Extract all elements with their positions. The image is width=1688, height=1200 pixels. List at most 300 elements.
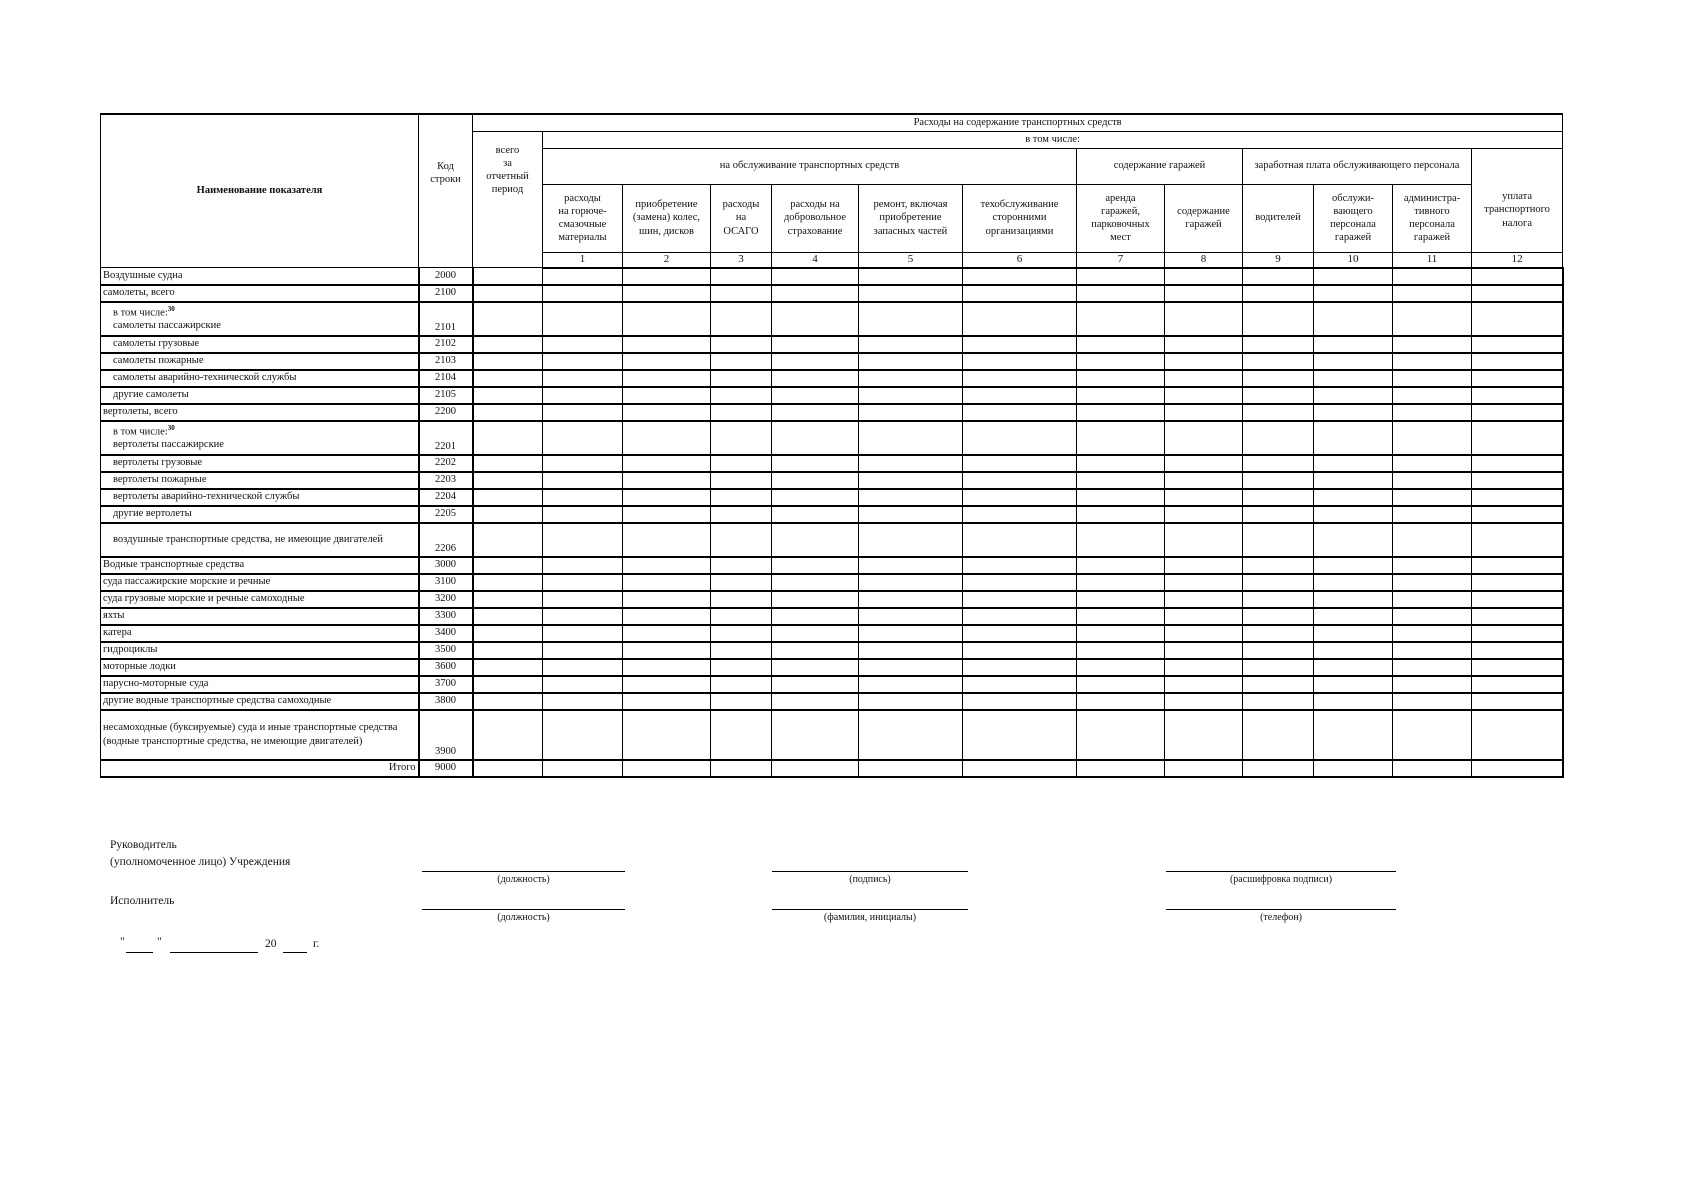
data-cell-col-10[interactable] (1077, 336, 1165, 353)
data-cell-col-4[interactable] (543, 472, 623, 489)
data-cell-col-13[interactable] (1314, 404, 1393, 421)
data-cell-col-8[interactable] (859, 710, 963, 760)
data-cell-col-7[interactable] (772, 557, 859, 574)
data-cell-col-13[interactable] (1314, 591, 1393, 608)
data-cell-col-12[interactable] (1243, 370, 1314, 387)
data-cell-col-5[interactable] (623, 557, 711, 574)
data-cell-col-4[interactable] (543, 693, 623, 710)
date-year-line[interactable] (283, 952, 307, 953)
data-cell-col-4[interactable] (543, 285, 623, 302)
data-cell-col-3[interactable] (473, 268, 543, 285)
data-cell-col-5[interactable] (623, 506, 711, 523)
data-cell-col-11[interactable] (1165, 302, 1243, 336)
data-cell-col-3[interactable] (473, 557, 543, 574)
data-cell-col-12[interactable] (1243, 302, 1314, 336)
executor-phone-line[interactable] (1166, 909, 1396, 910)
data-cell-col-6[interactable] (711, 302, 772, 336)
data-cell-col-7[interactable] (772, 642, 859, 659)
data-cell-col-13[interactable] (1314, 642, 1393, 659)
data-cell-col-7[interactable] (772, 710, 859, 760)
data-cell-col-9[interactable] (963, 693, 1077, 710)
data-cell-col-13[interactable] (1314, 370, 1393, 387)
data-cell-col-4[interactable] (543, 523, 623, 557)
data-cell-col-7[interactable] (772, 625, 859, 642)
data-cell-col-6[interactable] (711, 285, 772, 302)
data-cell-col-10[interactable] (1077, 489, 1165, 506)
data-cell-col-4[interactable] (543, 574, 623, 591)
data-cell-col-8[interactable] (859, 268, 963, 285)
data-cell-col-7[interactable] (772, 523, 859, 557)
data-cell-col-13[interactable] (1314, 557, 1393, 574)
data-cell-col-3[interactable] (473, 421, 543, 455)
data-cell-col-12[interactable] (1243, 710, 1314, 760)
data-cell-col-11[interactable] (1165, 574, 1243, 591)
data-cell-col-9[interactable] (963, 268, 1077, 285)
data-cell-col-15[interactable] (1472, 659, 1563, 676)
data-cell-col-11[interactable] (1165, 370, 1243, 387)
data-cell-col-9[interactable] (963, 421, 1077, 455)
data-cell-col-6[interactable] (711, 336, 772, 353)
data-cell-col-12[interactable] (1243, 557, 1314, 574)
data-cell-col-9[interactable] (963, 336, 1077, 353)
data-cell-col-9[interactable] (963, 353, 1077, 370)
data-cell-col-14[interactable] (1393, 659, 1472, 676)
data-cell-col-12[interactable] (1243, 285, 1314, 302)
data-cell-col-7[interactable] (772, 285, 859, 302)
data-cell-col-15[interactable] (1472, 268, 1563, 285)
data-cell-col-11[interactable] (1165, 693, 1243, 710)
data-cell-col-5[interactable] (623, 760, 711, 777)
data-cell-col-8[interactable] (859, 353, 963, 370)
data-cell-col-4[interactable] (543, 506, 623, 523)
data-cell-col-4[interactable] (543, 455, 623, 472)
data-cell-col-8[interactable] (859, 760, 963, 777)
data-cell-col-3[interactable] (473, 591, 543, 608)
data-cell-col-15[interactable] (1472, 336, 1563, 353)
data-cell-col-15[interactable] (1472, 591, 1563, 608)
data-cell-col-9[interactable] (963, 557, 1077, 574)
data-cell-col-10[interactable] (1077, 472, 1165, 489)
data-cell-col-5[interactable] (623, 693, 711, 710)
data-cell-col-3[interactable] (473, 336, 543, 353)
data-cell-col-10[interactable] (1077, 404, 1165, 421)
data-cell-col-13[interactable] (1314, 625, 1393, 642)
data-cell-col-7[interactable] (772, 760, 859, 777)
data-cell-col-8[interactable] (859, 523, 963, 557)
data-cell-col-3[interactable] (473, 387, 543, 404)
data-cell-col-8[interactable] (859, 574, 963, 591)
data-cell-col-12[interactable] (1243, 625, 1314, 642)
data-cell-col-12[interactable] (1243, 404, 1314, 421)
data-cell-col-9[interactable] (963, 523, 1077, 557)
data-cell-col-9[interactable] (963, 455, 1077, 472)
data-cell-col-5[interactable] (623, 608, 711, 625)
data-cell-col-13[interactable] (1314, 608, 1393, 625)
data-cell-col-10[interactable] (1077, 608, 1165, 625)
data-cell-col-9[interactable] (963, 472, 1077, 489)
data-cell-col-8[interactable] (859, 370, 963, 387)
data-cell-col-11[interactable] (1165, 676, 1243, 693)
data-cell-col-4[interactable] (543, 489, 623, 506)
data-cell-col-6[interactable] (711, 268, 772, 285)
data-cell-col-6[interactable] (711, 387, 772, 404)
data-cell-col-10[interactable] (1077, 693, 1165, 710)
data-cell-col-9[interactable] (963, 285, 1077, 302)
data-cell-col-12[interactable] (1243, 421, 1314, 455)
data-cell-col-15[interactable] (1472, 676, 1563, 693)
data-cell-col-6[interactable] (711, 591, 772, 608)
data-cell-col-8[interactable] (859, 693, 963, 710)
data-cell-col-11[interactable] (1165, 557, 1243, 574)
data-cell-col-11[interactable] (1165, 608, 1243, 625)
data-cell-col-9[interactable] (963, 659, 1077, 676)
data-cell-col-9[interactable] (963, 489, 1077, 506)
data-cell-col-15[interactable] (1472, 557, 1563, 574)
data-cell-col-13[interactable] (1314, 693, 1393, 710)
data-cell-col-6[interactable] (711, 455, 772, 472)
data-cell-col-8[interactable] (859, 591, 963, 608)
data-cell-col-5[interactable] (623, 710, 711, 760)
data-cell-col-15[interactable] (1472, 693, 1563, 710)
data-cell-col-4[interactable] (543, 760, 623, 777)
data-cell-col-12[interactable] (1243, 760, 1314, 777)
data-cell-col-4[interactable] (543, 591, 623, 608)
data-cell-col-12[interactable] (1243, 591, 1314, 608)
data-cell-col-3[interactable] (473, 353, 543, 370)
data-cell-col-14[interactable] (1393, 506, 1472, 523)
data-cell-col-4[interactable] (543, 268, 623, 285)
data-cell-col-8[interactable] (859, 642, 963, 659)
data-cell-col-4[interactable] (543, 557, 623, 574)
data-cell-col-6[interactable] (711, 353, 772, 370)
data-cell-col-10[interactable] (1077, 370, 1165, 387)
data-cell-col-11[interactable] (1165, 659, 1243, 676)
data-cell-col-13[interactable] (1314, 302, 1393, 336)
data-cell-col-10[interactable] (1077, 557, 1165, 574)
data-cell-col-11[interactable] (1165, 353, 1243, 370)
data-cell-col-15[interactable] (1472, 506, 1563, 523)
data-cell-col-13[interactable] (1314, 268, 1393, 285)
data-cell-col-7[interactable] (772, 421, 859, 455)
data-cell-col-5[interactable] (623, 421, 711, 455)
data-cell-col-4[interactable] (543, 336, 623, 353)
data-cell-col-3[interactable] (473, 710, 543, 760)
data-cell-col-3[interactable] (473, 642, 543, 659)
data-cell-col-15[interactable] (1472, 353, 1563, 370)
data-cell-col-7[interactable] (772, 489, 859, 506)
data-cell-col-3[interactable] (473, 285, 543, 302)
date-day-line[interactable] (126, 952, 153, 953)
data-cell-col-5[interactable] (623, 336, 711, 353)
data-cell-col-12[interactable] (1243, 472, 1314, 489)
data-cell-col-6[interactable] (711, 472, 772, 489)
data-cell-col-12[interactable] (1243, 693, 1314, 710)
data-cell-col-12[interactable] (1243, 489, 1314, 506)
data-cell-col-5[interactable] (623, 302, 711, 336)
data-cell-col-15[interactable] (1472, 421, 1563, 455)
data-cell-col-8[interactable] (859, 557, 963, 574)
data-cell-col-3[interactable] (473, 659, 543, 676)
data-cell-col-13[interactable] (1314, 353, 1393, 370)
data-cell-col-14[interactable] (1393, 523, 1472, 557)
data-cell-col-9[interactable] (963, 302, 1077, 336)
executor-position-line[interactable] (422, 909, 625, 910)
data-cell-col-11[interactable] (1165, 387, 1243, 404)
data-cell-col-15[interactable] (1472, 523, 1563, 557)
data-cell-col-5[interactable] (623, 676, 711, 693)
data-cell-col-3[interactable] (473, 625, 543, 642)
data-cell-col-4[interactable] (543, 370, 623, 387)
data-cell-col-10[interactable] (1077, 506, 1165, 523)
data-cell-col-5[interactable] (623, 591, 711, 608)
data-cell-col-9[interactable] (963, 608, 1077, 625)
data-cell-col-12[interactable] (1243, 455, 1314, 472)
data-cell-col-11[interactable] (1165, 625, 1243, 642)
data-cell-col-10[interactable] (1077, 676, 1165, 693)
data-cell-col-14[interactable] (1393, 591, 1472, 608)
data-cell-col-5[interactable] (623, 625, 711, 642)
head-position-line[interactable] (422, 871, 625, 872)
data-cell-col-3[interactable] (473, 489, 543, 506)
data-cell-col-14[interactable] (1393, 421, 1472, 455)
data-cell-col-10[interactable] (1077, 710, 1165, 760)
data-cell-col-14[interactable] (1393, 557, 1472, 574)
data-cell-col-8[interactable] (859, 659, 963, 676)
data-cell-col-14[interactable] (1393, 574, 1472, 591)
data-cell-col-14[interactable] (1393, 455, 1472, 472)
data-cell-col-7[interactable] (772, 455, 859, 472)
data-cell-col-6[interactable] (711, 642, 772, 659)
data-cell-col-15[interactable] (1472, 489, 1563, 506)
data-cell-col-4[interactable] (543, 302, 623, 336)
data-cell-col-7[interactable] (772, 693, 859, 710)
data-cell-col-10[interactable] (1077, 659, 1165, 676)
data-cell-col-9[interactable] (963, 404, 1077, 421)
data-cell-col-14[interactable] (1393, 693, 1472, 710)
data-cell-col-7[interactable] (772, 574, 859, 591)
data-cell-col-4[interactable] (543, 608, 623, 625)
data-cell-col-15[interactable] (1472, 574, 1563, 591)
data-cell-col-14[interactable] (1393, 285, 1472, 302)
data-cell-col-13[interactable] (1314, 506, 1393, 523)
data-cell-col-14[interactable] (1393, 387, 1472, 404)
data-cell-col-14[interactable] (1393, 404, 1472, 421)
data-cell-col-9[interactable] (963, 676, 1077, 693)
data-cell-col-13[interactable] (1314, 659, 1393, 676)
data-cell-col-6[interactable] (711, 523, 772, 557)
executor-name-line[interactable] (772, 909, 968, 910)
data-cell-col-14[interactable] (1393, 642, 1472, 659)
data-cell-col-10[interactable] (1077, 268, 1165, 285)
data-cell-col-3[interactable] (473, 370, 543, 387)
data-cell-col-13[interactable] (1314, 574, 1393, 591)
data-cell-col-7[interactable] (772, 659, 859, 676)
data-cell-col-15[interactable] (1472, 625, 1563, 642)
data-cell-col-3[interactable] (473, 676, 543, 693)
data-cell-col-8[interactable] (859, 387, 963, 404)
data-cell-col-13[interactable] (1314, 285, 1393, 302)
data-cell-col-15[interactable] (1472, 404, 1563, 421)
data-cell-col-11[interactable] (1165, 591, 1243, 608)
data-cell-col-4[interactable] (543, 642, 623, 659)
data-cell-col-15[interactable] (1472, 710, 1563, 760)
data-cell-col-15[interactable] (1472, 285, 1563, 302)
data-cell-col-11[interactable] (1165, 285, 1243, 302)
data-cell-col-8[interactable] (859, 472, 963, 489)
data-cell-col-12[interactable] (1243, 676, 1314, 693)
data-cell-col-5[interactable] (623, 268, 711, 285)
data-cell-col-13[interactable] (1314, 455, 1393, 472)
data-cell-col-13[interactable] (1314, 472, 1393, 489)
data-cell-col-14[interactable] (1393, 760, 1472, 777)
data-cell-col-11[interactable] (1165, 760, 1243, 777)
data-cell-col-14[interactable] (1393, 336, 1472, 353)
data-cell-col-4[interactable] (543, 659, 623, 676)
data-cell-col-5[interactable] (623, 455, 711, 472)
data-cell-col-9[interactable] (963, 642, 1077, 659)
data-cell-col-12[interactable] (1243, 523, 1314, 557)
data-cell-col-9[interactable] (963, 625, 1077, 642)
data-cell-col-10[interactable] (1077, 302, 1165, 336)
data-cell-col-6[interactable] (711, 574, 772, 591)
data-cell-col-7[interactable] (772, 676, 859, 693)
data-cell-col-7[interactable] (772, 608, 859, 625)
data-cell-col-7[interactable] (772, 506, 859, 523)
head-decoding-line[interactable] (1166, 871, 1396, 872)
data-cell-col-10[interactable] (1077, 455, 1165, 472)
data-cell-col-12[interactable] (1243, 506, 1314, 523)
data-cell-col-3[interactable] (473, 760, 543, 777)
data-cell-col-14[interactable] (1393, 625, 1472, 642)
data-cell-col-12[interactable] (1243, 353, 1314, 370)
data-cell-col-3[interactable] (473, 608, 543, 625)
data-cell-col-9[interactable] (963, 370, 1077, 387)
data-cell-col-15[interactable] (1472, 608, 1563, 625)
data-cell-col-8[interactable] (859, 285, 963, 302)
data-cell-col-14[interactable] (1393, 489, 1472, 506)
data-cell-col-6[interactable] (711, 489, 772, 506)
data-cell-col-12[interactable] (1243, 574, 1314, 591)
data-cell-col-15[interactable] (1472, 455, 1563, 472)
data-cell-col-6[interactable] (711, 710, 772, 760)
data-cell-col-6[interactable] (711, 506, 772, 523)
data-cell-col-7[interactable] (772, 472, 859, 489)
data-cell-col-5[interactable] (623, 574, 711, 591)
data-cell-col-4[interactable] (543, 676, 623, 693)
data-cell-col-8[interactable] (859, 506, 963, 523)
data-cell-col-7[interactable] (772, 268, 859, 285)
data-cell-col-13[interactable] (1314, 760, 1393, 777)
data-cell-col-6[interactable] (711, 608, 772, 625)
data-cell-col-7[interactable] (772, 404, 859, 421)
data-cell-col-8[interactable] (859, 676, 963, 693)
data-cell-col-5[interactable] (623, 370, 711, 387)
data-cell-col-5[interactable] (623, 489, 711, 506)
data-cell-col-12[interactable] (1243, 659, 1314, 676)
data-cell-col-12[interactable] (1243, 642, 1314, 659)
data-cell-col-10[interactable] (1077, 642, 1165, 659)
data-cell-col-5[interactable] (623, 387, 711, 404)
data-cell-col-14[interactable] (1393, 353, 1472, 370)
data-cell-col-13[interactable] (1314, 676, 1393, 693)
data-cell-col-12[interactable] (1243, 268, 1314, 285)
data-cell-col-11[interactable] (1165, 455, 1243, 472)
data-cell-col-6[interactable] (711, 625, 772, 642)
data-cell-col-15[interactable] (1472, 642, 1563, 659)
data-cell-col-13[interactable] (1314, 523, 1393, 557)
data-cell-col-6[interactable] (711, 404, 772, 421)
data-cell-col-5[interactable] (623, 472, 711, 489)
data-cell-col-9[interactable] (963, 760, 1077, 777)
data-cell-col-3[interactable] (473, 302, 543, 336)
data-cell-col-8[interactable] (859, 455, 963, 472)
data-cell-col-9[interactable] (963, 574, 1077, 591)
data-cell-col-10[interactable] (1077, 387, 1165, 404)
data-cell-col-11[interactable] (1165, 472, 1243, 489)
data-cell-col-8[interactable] (859, 302, 963, 336)
data-cell-col-10[interactable] (1077, 285, 1165, 302)
data-cell-col-6[interactable] (711, 421, 772, 455)
data-cell-col-11[interactable] (1165, 489, 1243, 506)
data-cell-col-8[interactable] (859, 404, 963, 421)
data-cell-col-11[interactable] (1165, 710, 1243, 760)
data-cell-col-14[interactable] (1393, 268, 1472, 285)
data-cell-col-3[interactable] (473, 693, 543, 710)
head-signature-line[interactable] (772, 871, 968, 872)
data-cell-col-3[interactable] (473, 574, 543, 591)
data-cell-col-15[interactable] (1472, 370, 1563, 387)
data-cell-col-3[interactable] (473, 404, 543, 421)
data-cell-col-14[interactable] (1393, 370, 1472, 387)
data-cell-col-6[interactable] (711, 676, 772, 693)
data-cell-col-5[interactable] (623, 642, 711, 659)
data-cell-col-15[interactable] (1472, 760, 1563, 777)
data-cell-col-5[interactable] (623, 404, 711, 421)
data-cell-col-14[interactable] (1393, 676, 1472, 693)
data-cell-col-12[interactable] (1243, 387, 1314, 404)
data-cell-col-3[interactable] (473, 472, 543, 489)
date-month-line[interactable] (170, 952, 258, 953)
data-cell-col-9[interactable] (963, 387, 1077, 404)
data-cell-col-5[interactable] (623, 523, 711, 557)
data-cell-col-4[interactable] (543, 353, 623, 370)
data-cell-col-7[interactable] (772, 591, 859, 608)
data-cell-col-6[interactable] (711, 693, 772, 710)
data-cell-col-7[interactable] (772, 302, 859, 336)
data-cell-col-5[interactable] (623, 659, 711, 676)
data-cell-col-6[interactable] (711, 760, 772, 777)
data-cell-col-11[interactable] (1165, 404, 1243, 421)
data-cell-col-11[interactable] (1165, 506, 1243, 523)
data-cell-col-8[interactable] (859, 489, 963, 506)
data-cell-col-3[interactable] (473, 455, 543, 472)
data-cell-col-10[interactable] (1077, 523, 1165, 557)
data-cell-col-6[interactable] (711, 659, 772, 676)
data-cell-col-4[interactable] (543, 625, 623, 642)
data-cell-col-10[interactable] (1077, 591, 1165, 608)
data-cell-col-4[interactable] (543, 421, 623, 455)
data-cell-col-9[interactable] (963, 591, 1077, 608)
data-cell-col-8[interactable] (859, 625, 963, 642)
data-cell-col-15[interactable] (1472, 472, 1563, 489)
data-cell-col-14[interactable] (1393, 302, 1472, 336)
data-cell-col-7[interactable] (772, 336, 859, 353)
data-cell-col-15[interactable] (1472, 302, 1563, 336)
data-cell-col-9[interactable] (963, 710, 1077, 760)
data-cell-col-14[interactable] (1393, 710, 1472, 760)
data-cell-col-8[interactable] (859, 421, 963, 455)
data-cell-col-4[interactable] (543, 387, 623, 404)
